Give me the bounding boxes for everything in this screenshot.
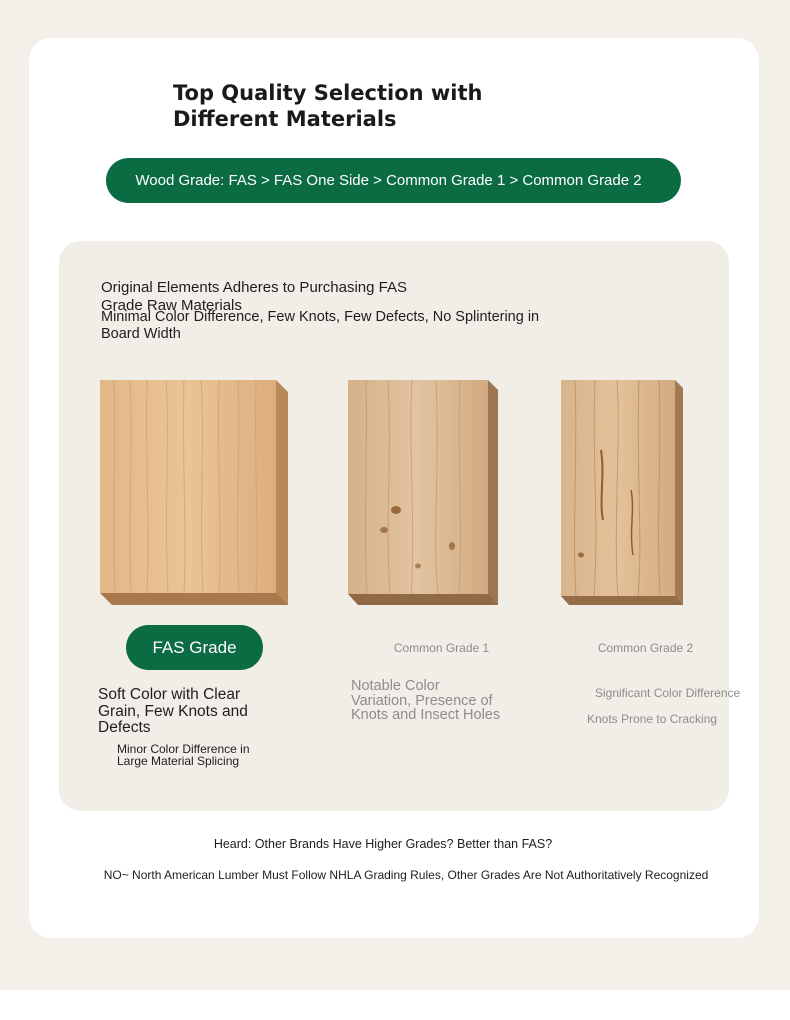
wood-grade-banner: Wood Grade: FAS > FAS One Side > Common Grade 1 > Common Grade 2 <box>106 158 681 203</box>
common-grade-2-point: Knots Prone to Cracking <box>587 712 718 726</box>
panel-heading: Original Elements Adheres to Purchasing FAS Grade Raw Materials <box>101 279 407 314</box>
page-bottom-strip <box>0 990 790 1020</box>
common-grade-2-point: Significant Color Difference <box>595 686 741 700</box>
fas-grade-description: Soft Color with Clear Grain, Few Knots and Defects <box>98 686 248 736</box>
fas-wood-sample-image <box>100 380 290 606</box>
page-title: Top Quality Selection with Different Materials <box>173 81 483 131</box>
common-grade-2-label: Common Grade 2 <box>597 641 694 655</box>
common-grade-2-wood-sample-image <box>561 380 685 606</box>
common-grade-1-wood-sample-image <box>348 380 500 606</box>
panel-subheading: Minimal Color Difference, Few Knots, Few Defects, No Splintering in Board Width <box>101 309 540 342</box>
footer-answer: NO~ North American Lumber Must Follow NHLA Grading Rules, Other Grades Are Not Authoritatively Recognized <box>103 868 709 882</box>
common-grade-1-label: Common Grade 1 <box>393 641 490 655</box>
fas-grade-badge: FAS Grade <box>126 625 263 670</box>
fas-grade-detail: Minor Color Difference in Large Material Splicing <box>117 742 250 768</box>
common-grade-1-description: Notable Color Variation, Presence of Knots and Insect Holes <box>351 678 501 723</box>
footer-question: Heard: Other Brands Have Higher Grades? Better than FAS? <box>213 837 553 851</box>
